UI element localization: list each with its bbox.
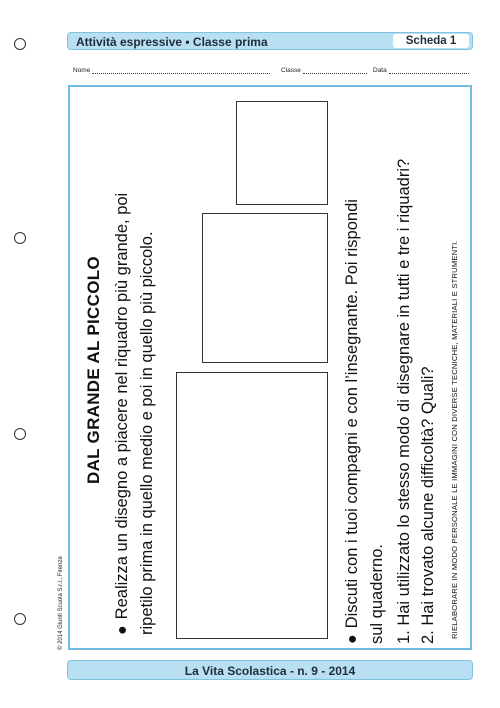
footer-text: La Vita Scolastica - n. 9 - 2014 [184,664,356,678]
question-1: 1. Hai utilizzato lo stesso modo di disegnare in tutti e tre i riquadri? [395,158,413,644]
name-line [92,66,270,74]
instruction-2-line-1: Discuti con i tuoi compagni e con l’insegnante. Poi rispondi [343,199,361,629]
header-bar [67,32,473,50]
date-field[interactable] [373,66,469,74]
copyright-notice: © 2014 Giunti Scuola S.r.l., Firenze [58,556,64,650]
binder-hole-1 [14,38,26,50]
activity-title: DAL GRANDE AL PICCOLO [84,256,103,484]
binder-hole-3 [14,428,26,440]
instruction-2 [340,199,389,644]
bullet-icon: ● [114,625,131,635]
class-label: Classe [281,67,301,74]
instruction-2-line-2: sul quaderno. [368,544,386,644]
student-fields [73,66,473,78]
date-label: Data [373,67,387,74]
drawing-box-small[interactable] [236,101,328,205]
date-line [389,66,469,74]
footer-bar [67,660,473,680]
instruction-1-line-1: Realizza un disegno a piacere nel riquadro più grande, poi [113,192,131,620]
instruction-1-line-2: ripetilo prima in quello medio e poi in quello più piccolo. [138,231,156,635]
bullet-icon: ● [344,634,361,644]
name-field[interactable] [73,66,270,74]
binder-hole-2 [14,232,26,244]
question-2: 2. Hai trovato alcune difficoltà? Quali? [419,366,437,644]
activity-note: RIELABORARE IN MODO PERSONALE LE IMMAGINI CON DIVERSE TECNICHE, MATERIALI E STRUMENTI. [450,240,459,639]
class-line [303,66,367,74]
header-title: Attività espressive • Classe prima [76,35,268,49]
instruction-1 [110,193,159,635]
sheet-label: Scheda 1 [393,34,469,48]
drawing-box-medium[interactable] [202,213,328,363]
drawing-box-large[interactable] [176,372,328,639]
class-field[interactable] [281,66,367,74]
activity-card [68,85,472,650]
binder-hole-4 [14,613,26,625]
name-label: Nome [73,67,91,74]
questions [392,159,440,644]
